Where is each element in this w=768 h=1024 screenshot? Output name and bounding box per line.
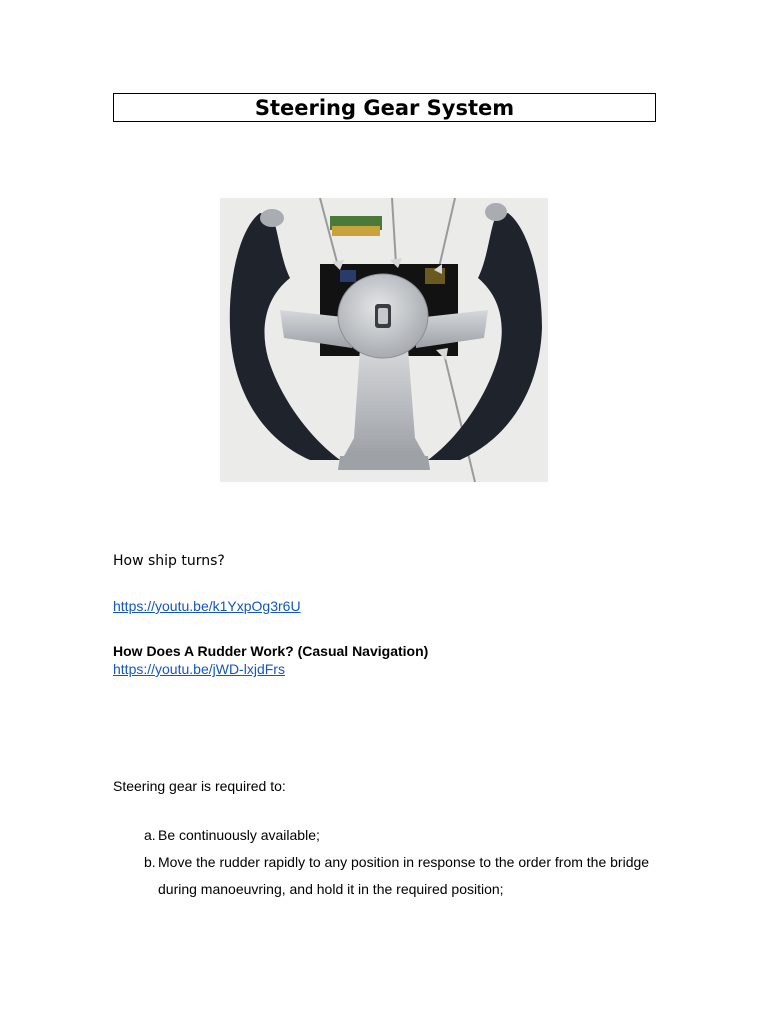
list-item [113,822,653,849]
document-title [113,93,656,122]
question-heading: How ship turns? [113,553,225,569]
youtube-link-rudder[interactable]: https://youtu.be/jWD-lxjdFrs [113,661,285,677]
requirements-intro: Steering gear is required to: [113,778,286,794]
steering-wheel-photo [220,198,548,482]
list-item-text: Move the rudder rapidly to any position in response to the order from the bridge during manoeuvring, and hold it in the required position; [158,854,650,897]
requirements-list [113,822,653,903]
video-heading: How Does A Rudder Work? (Casual Navigation) [113,643,429,659]
list-marker: b. [144,854,156,870]
steering-wheel-illustration [220,198,548,482]
list-item-text: Be continuously available; [158,827,320,843]
document-title-text: Steering Gear System [254,95,515,120]
list-marker: a. [144,827,156,843]
youtube-link-ship-turns[interactable]: https://youtu.be/k1YxpOg3r6U [113,598,301,614]
list-item [113,849,653,903]
